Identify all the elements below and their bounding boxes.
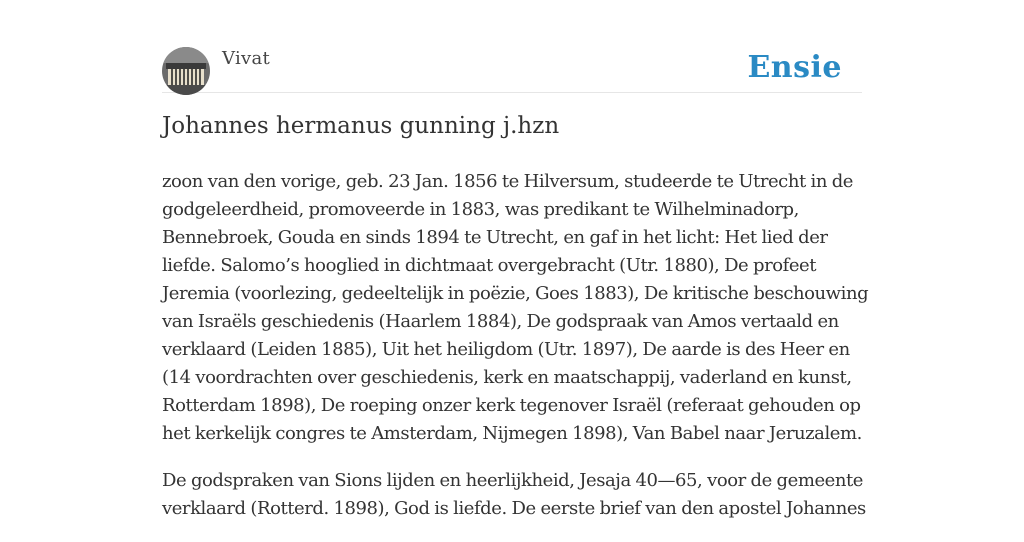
article-title: Johannes hermanus gunning j.hzn bbox=[162, 113, 560, 139]
text-line: liefde. Salomo’s hooglied in dichtmaat overgebracht (Utr. 1880), De profeet bbox=[162, 255, 817, 276]
text-line: Jeremia (voorlezing, gedeeltelijk in poëzie, Goes 1883), De kritische beschouwing bbox=[162, 283, 869, 304]
text-line: het kerkelijk congres te Amsterdam, Nijmegen 1898), Van Babel naar Jeruzalem. bbox=[162, 423, 862, 444]
paragraph bbox=[162, 168, 869, 448]
site-header bbox=[162, 46, 862, 93]
author-name[interactable]: Vivat bbox=[222, 48, 271, 69]
text-line: De godspraken van Sions lijden en heerlijkheid, Jesaja 40—65, voor de gemeente bbox=[162, 470, 863, 491]
author-avatar[interactable] bbox=[162, 47, 210, 95]
article-body bbox=[162, 168, 869, 542]
text-line: Bennebroek, Gouda en sinds 1894 te Utrecht, en gaf in het licht: Het lied der bbox=[162, 227, 828, 248]
text-line: verklaard (Rotterd. 1898), God is liefde. De eerste brief van den apostel Johannes bbox=[162, 498, 866, 519]
text-line: godgeleerdheid, promoveerde in 1883, was predikant te Wilhelminadorp, bbox=[162, 199, 799, 220]
brand-logo[interactable]: Ensie bbox=[747, 50, 842, 85]
paragraph bbox=[162, 467, 866, 523]
text-line: verklaard (Leiden 1885), Uit het heiligdom (Utr. 1897), De aarde is des Heer en bbox=[162, 339, 850, 360]
text-line: van Israëls geschiedenis (Haarlem 1884), De godspraak van Amos vertaald en bbox=[162, 311, 839, 332]
text-line: (14 voordrachten over geschiedenis, kerk en maatschappij, vaderland en kunst, bbox=[162, 367, 852, 388]
text-line: zoon van den vorige, geb. 23 Jan. 1856 te Hilversum, studeerde te Utrecht in de bbox=[162, 171, 854, 192]
text-line: Rotterdam 1898), De roeping onzer kerk tegenover Israël (referaat gehouden op bbox=[162, 395, 861, 416]
